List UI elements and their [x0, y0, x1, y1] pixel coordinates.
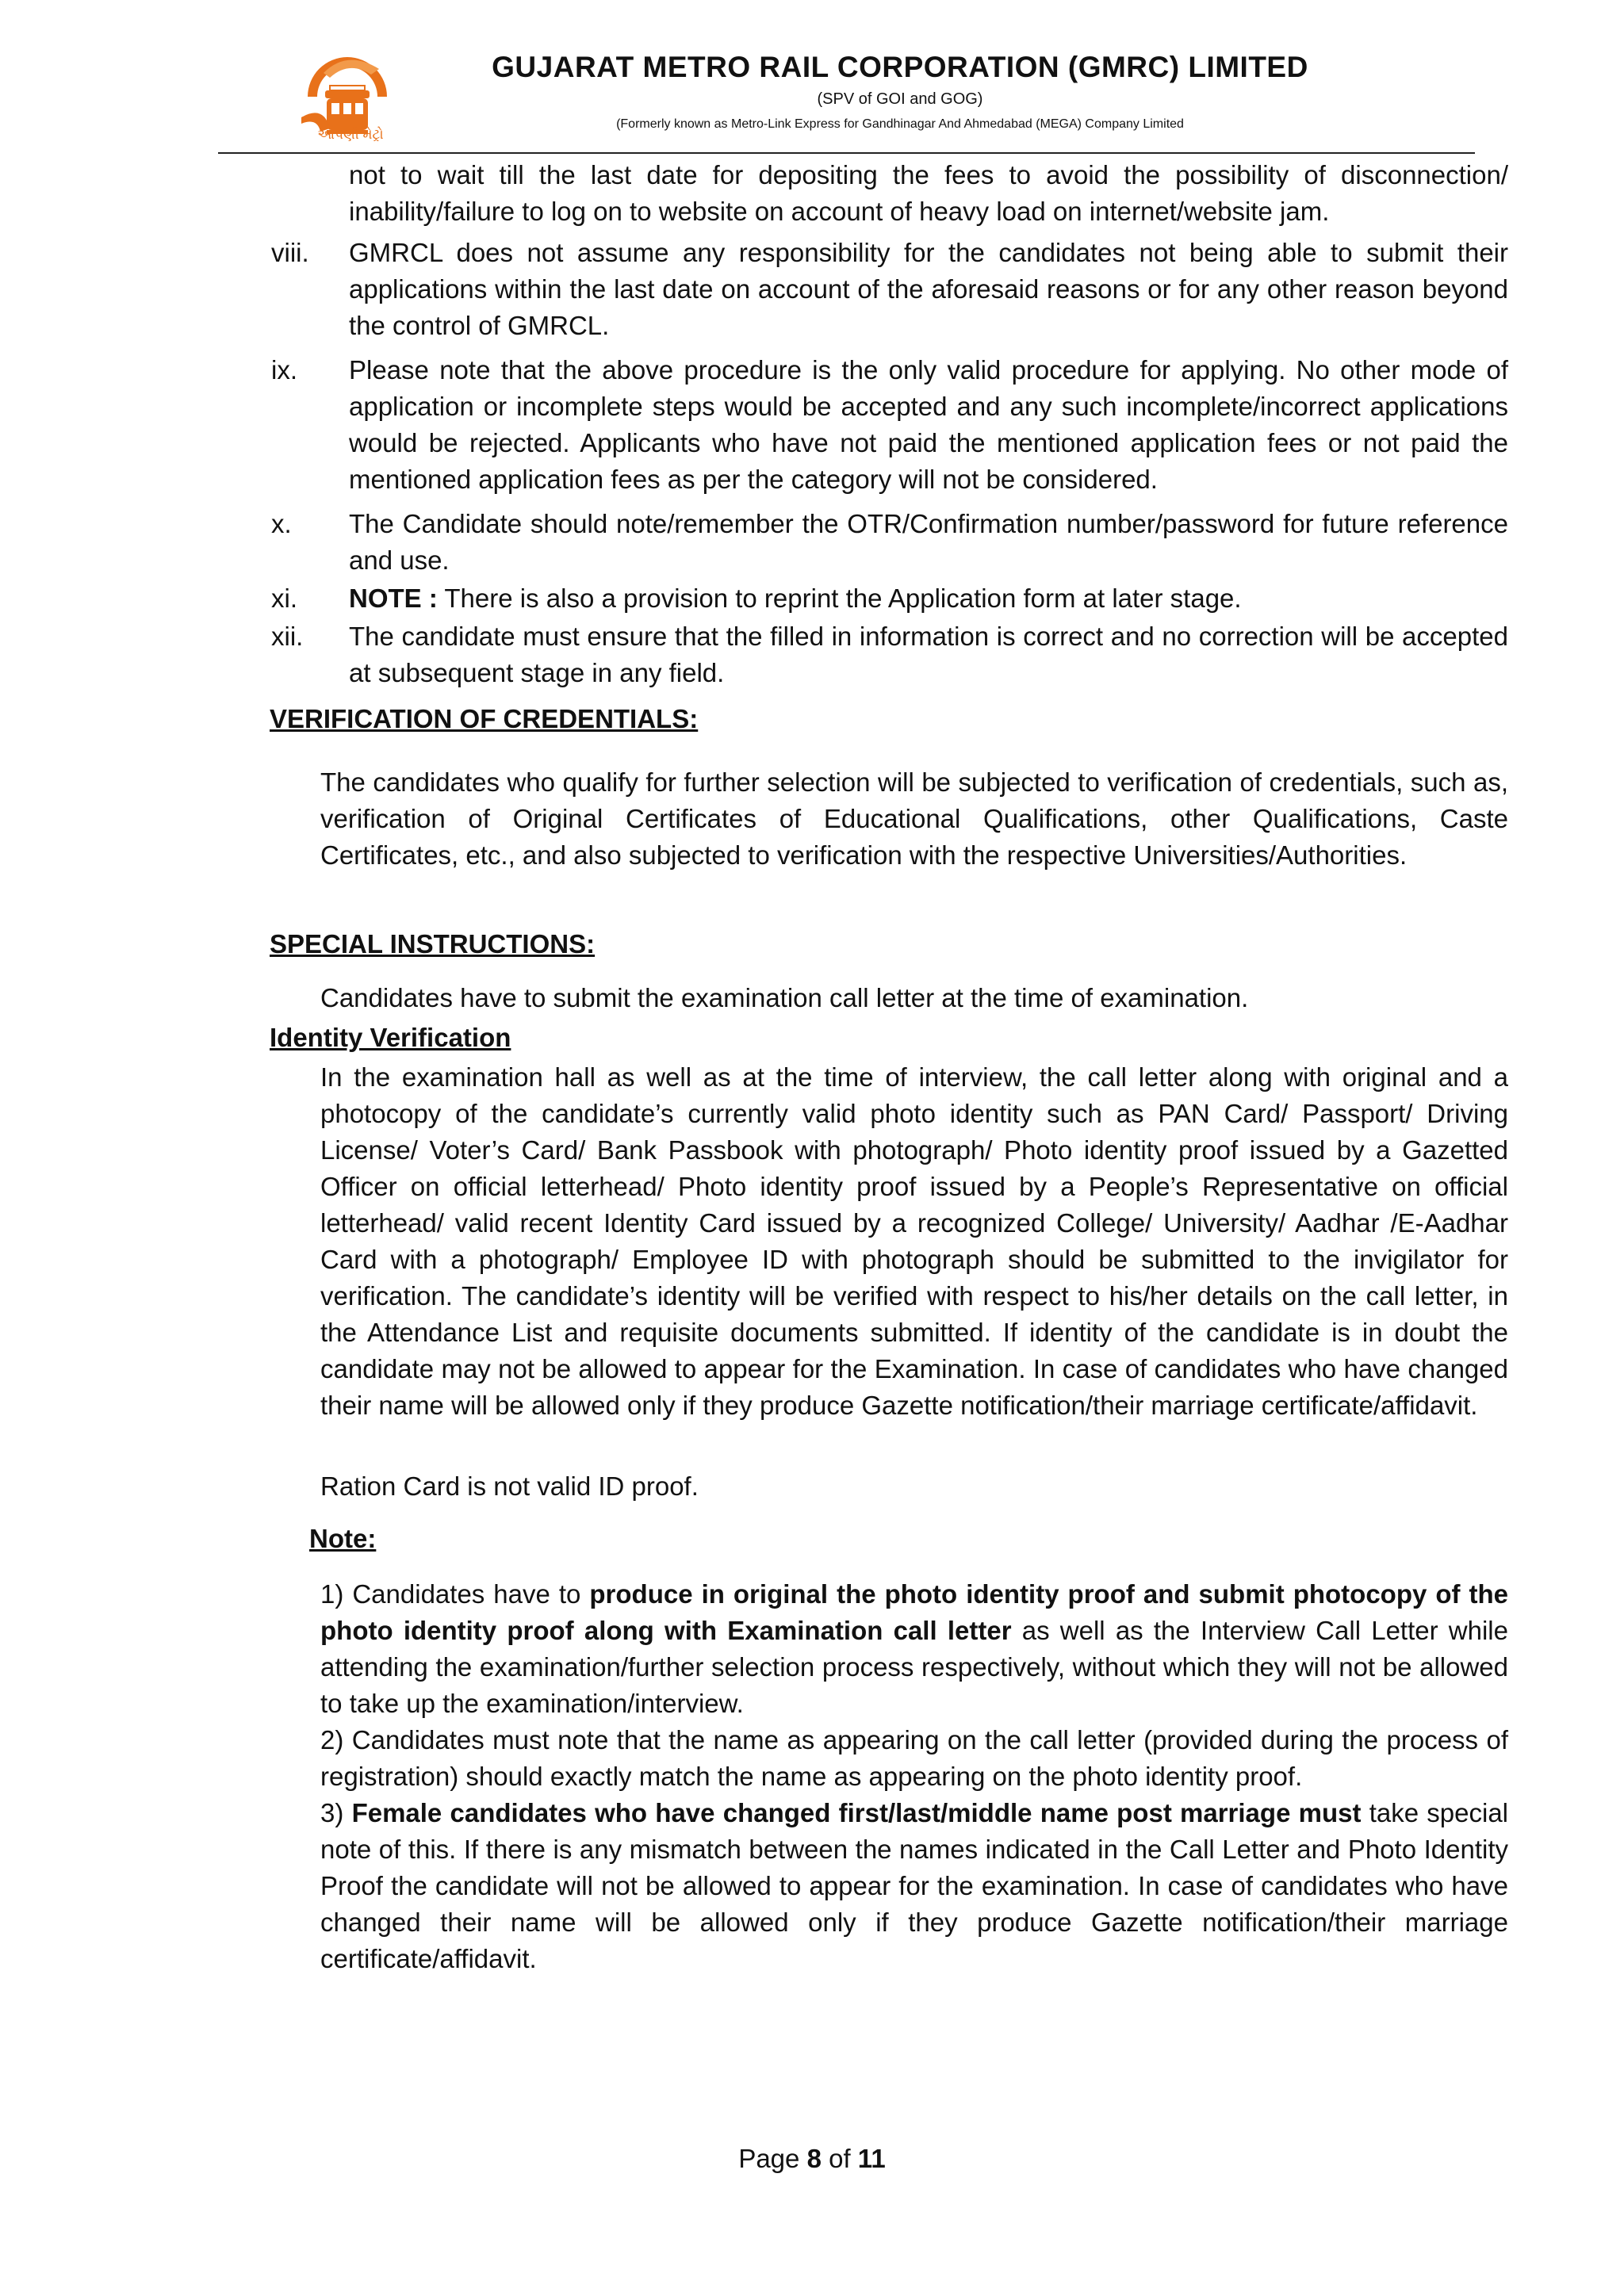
- note-heading: Note:: [309, 1524, 377, 1553]
- organization-subtitle: (SPV of GOI and GOG): [817, 90, 983, 108]
- list-item-number: x.: [271, 509, 292, 538]
- list-item-text: GMRCL does not assume any responsibility for the candidates not being able to submit their applications within the last date on account of the aforesaid reasons or for any other reason beyond the control of GMRCL.: [349, 238, 1508, 340]
- list-item-number: ix.: [271, 355, 297, 385]
- identity-verification-text: In the examination hall as well as at the time of interview, the call letter along with original and a photocopy of the candidate’s currently valid photo identity such as PAN Card/ Passport/ Driving License/ Voter’s Card/ Bank Passbook with photograph/ Photo identity proof issued by a Gazetted Officer on official letterhead/ Photo identity proof issued by a People’s Representative on official letterhead/ valid recent Identity Card issued by a recognized College/ University/ Aadhar /E-Aadhar Card with a photograph/ Employee ID with photograph should be submitted to the invigilator for verification. The candidate’s identity will be verified with respect to his/her details on the call letter, in the Attendance List and requisite documents submitted. If identity of the candidate is in doubt the candidate may not be allowed to appear for the Examination. In case of candidates who have changed their name will be allowed only if they produce Gazette notification/their marriage certificate/affidavit.: [320, 1062, 1508, 1420]
- identity-verification-heading: Identity Verification: [270, 1023, 511, 1052]
- verification-heading: VERIFICATION OF CREDENTIALS:: [270, 704, 699, 733]
- organization-title: GUJARAT METRO RAIL CORPORATION (GMRC) LIMITED: [492, 51, 1308, 83]
- list-item: [270, 618, 1508, 691]
- verification-text: The candidates who qualify for further selection will be subjected to verification of credentials, such as, verification of Original Certificates of Educational Qualifications, other Qualifications, Caste Certificates, etc., and also subjected to verification with the respective Universities/Authorities.: [320, 767, 1508, 870]
- list-item-text: The candidate must ensure that the filled in information is correct and no correction will be accepted at subsequent stage in any field.: [349, 622, 1508, 687]
- note-1-rest: as well as the Interview Call Letter while attending the examination/further selection process respectively, without which they will not be allowed to take up the examination/interview.: [320, 1616, 1508, 1718]
- list-item: [270, 235, 1508, 344]
- instruction-list: [270, 157, 1508, 693]
- note-3-bold: Female candidates who have changed first/last/middle name post marriage must: [351, 1798, 1362, 1827]
- note-3-prefix: 3): [320, 1798, 352, 1827]
- ration-card-note: Ration Card is not valid ID proof.: [320, 1471, 699, 1501]
- list-item-number: viii.: [271, 238, 309, 267]
- list-item: [270, 352, 1508, 498]
- list-item: [270, 506, 1508, 579]
- note-3-rest: take special note of this. If there is any mismatch between the names indicated in the Call Letter and Photo Identity Proof the candidate will not be allowed to appear for the examination. In case of candidates who have changed their name will be allowed only if they produce Gazette notification/their marriage certificate/affidavit.: [320, 1798, 1509, 1973]
- note-1-prefix: 1) Candidates have to: [320, 1579, 590, 1609]
- list-item-number: xi.: [271, 584, 297, 613]
- note-item-3: [320, 1795, 1508, 1977]
- page-footer: [0, 2144, 1624, 2174]
- list-item-text: There is also a provision to reprint the Application form at later stage.: [437, 584, 1242, 613]
- list-item: [270, 580, 1508, 617]
- logo-caption: આપણી મેટ્રો: [317, 127, 384, 142]
- page-label: Page: [738, 2144, 800, 2173]
- of-label: of: [829, 2144, 851, 2173]
- note-label: NOTE :: [349, 584, 438, 613]
- note-1-bold: produce in original the photo identity proof and submit photocopy of the photo identity proof along with Examination call letter: [320, 1579, 1508, 1645]
- list-item-continuation: [270, 157, 1508, 230]
- note-item-1: [320, 1576, 1508, 1722]
- header-divider: [218, 152, 1475, 154]
- special-instructions-text: Candidates have to submit the examination call letter at the time of examination.: [320, 983, 1249, 1012]
- list-item-number: xii.: [271, 622, 304, 651]
- organization-former-name: (Formerly known as Metro-Link Express for Gandhinagar And Ahmedabad (MEGA) Company Limited: [616, 117, 1184, 131]
- special-instructions-heading: SPECIAL INSTRUCTIONS:: [270, 929, 596, 959]
- note-item-2: 2) Candidates must note that the name as appearing on the call letter (provided during the process of registration) should exactly match the name as appearing on the photo identity proof.: [320, 1725, 1508, 1791]
- list-item-text: The Candidate should note/remember the OTR/Confirmation number/password for future reference and use.: [349, 509, 1508, 575]
- page-total: 11: [857, 2144, 886, 2173]
- list-item-text: Please note that the above procedure is the only valid procedure for applying. No other mode of application or incomplete steps would be accepted and any such incomplete/incorrect applications would be rejected. Applicants who have not paid the mentioned application fees or not paid the mentioned application fees as per the category will not be considered.: [349, 355, 1508, 494]
- page-number: 8: [806, 2144, 822, 2173]
- list-item-text: not to wait till the last date for depositing the fees to avoid the possibility of disconnection/ inability/failure to log on to website on account of heavy load on internet/website jam.: [349, 160, 1508, 226]
